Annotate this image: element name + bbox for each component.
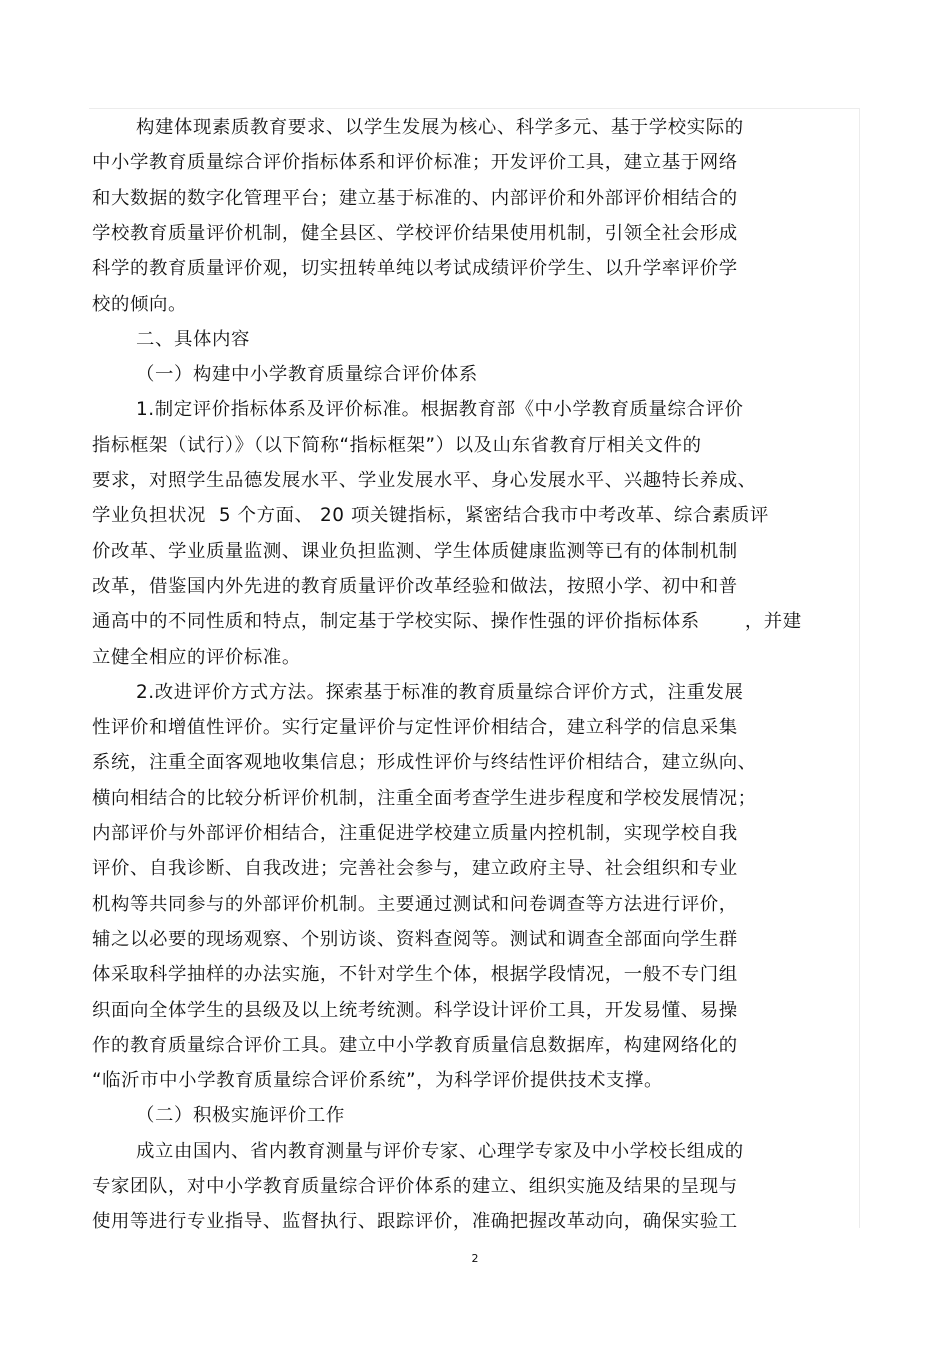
text-line: 专家团队，对中小学教育质量综合评价体系的建立、组织实施及结果的呈现与 — [92, 1176, 738, 1197]
text-line: 成立由国内、省内教育测量与评价专家、心理学专家及中小学校长组成的 — [136, 1140, 744, 1162]
text-line: 2.改进评价方式方法。探索基于标准的教育质量综合评价方式，注重发展 — [136, 681, 744, 703]
text-line: 评价、自我诊断、自我改进；完善社会参与，建立政府主导、社会组织和专业 — [92, 858, 738, 880]
text-line: 立健全相应的评价标准。 — [92, 646, 301, 668]
text-line: 系统，注重全面客观地收集信息；形成性评价与终结性评价相结合，建立纵向、 — [92, 752, 757, 774]
text-line: 改革，借鉴国内外先进的教育质量评价改革经验和做法，按照小学、初中和普 — [92, 575, 738, 597]
text-line: 横向相结合的比较分析评价机制，注重全面考查学生进步程度和学校发展情况； — [92, 787, 757, 809]
text-line: 校的倾向。 — [92, 293, 187, 315]
text-line: 体采取科学抽样的办法实施，不针对学生个体，根据学段情况，一般不专门组 — [92, 964, 738, 986]
text-line: 科学的教育质量评价观，切实扭转单纯以考试成绩评价学生、以升学率评价学 — [92, 258, 738, 280]
text-line: 1.制定评价指标体系及评价标准。根据教育部《中小学教育质量综合评价 — [136, 399, 744, 421]
text-line: 使用等进行专业指导、监督执行、跟踪评价，准确把握改革动向，确保实验工 — [92, 1211, 738, 1233]
text-line: 学业负担状况 5 个方面、 20 项关键指标，紧密结合我市中考改革、综合素质评 — [92, 505, 769, 527]
text-line: 内部评价与外部评价相结合，注重促进学校建立质量内控机制，实现学校自我 — [92, 823, 738, 844]
text-line: 中小学教育质量综合评价指标体系和评价标准；开发评价工具，建立基于网络 — [92, 152, 738, 174]
text-line: 织面向全体学生的县级及以上统考统测。科学设计评价工具，开发易懂、易操 — [92, 999, 738, 1021]
text-line: 指标框架（试行）》（以下简称“指标框架”）以及山东省教育厅相关文件的 — [92, 434, 702, 456]
text-line: （一）构建中小学教育质量综合评价体系 — [136, 364, 478, 386]
text-line: 价改革、学业质量监测、课业负担监测、学生体质健康监测等已有的体制机制 — [92, 540, 738, 562]
text-line: 辅之以必要的现场观察、个别访谈、资料查阅等。测试和调查全部面向学生群 — [92, 928, 738, 950]
text-line: 学校教育质量评价机制，健全县区、学校评价结果使用机制，引领全社会形成 — [92, 222, 738, 244]
text-line: （二）积极实施评价工作 — [136, 1105, 345, 1127]
text-line: 要求，对照学生品德发展水平、学业发展水平、身心发展水平、兴趣特长养成、 — [92, 470, 757, 491]
text-line: 通高中的不同性质和特点，制定基于学校实际、操作性强的评价指标体系 ，并建 — [92, 611, 802, 633]
page-number: 2 — [471, 1252, 479, 1265]
text-line: 二、具体内容 — [136, 328, 250, 350]
text-line: 和大数据的数字化管理平台；建立基于标准的、内部评价和外部评价相结合的 — [92, 187, 738, 209]
text-line: 作的教育质量综合评价工具。建立中小学教育质量信息数据库，构建网络化的 — [92, 1034, 738, 1056]
text-line: 性评价和增值性评价。实行定量评价与定性评价相结合，建立科学的信息采集 — [92, 717, 738, 739]
text-line: 机构等共同参与的外部评价机制。主要通过测试和问卷调查等方法进行评价， — [92, 893, 738, 915]
text-line: 构建体现素质教育要求、以学生发展为核心、科学多元、基于学校实际的 — [136, 117, 744, 138]
text-line: “临沂市中小学教育质量综合评价系统”，为科学评价提供技术支撑。 — [92, 1070, 663, 1092]
